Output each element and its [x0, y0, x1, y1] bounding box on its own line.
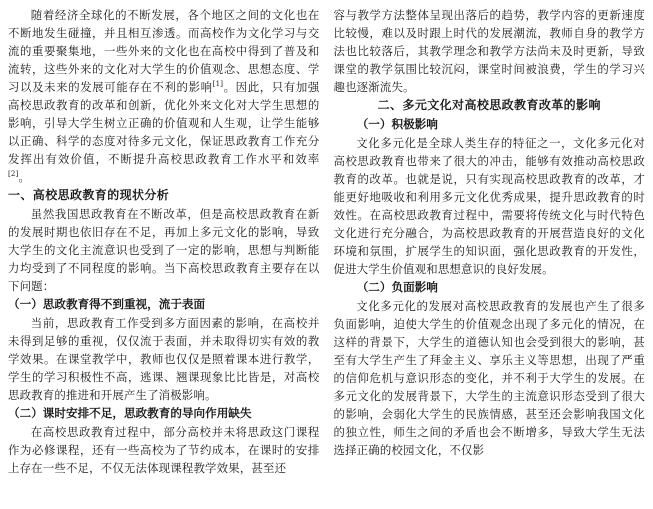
body-paragraph: [8, 314, 320, 404]
body-paragraph: [8, 423, 320, 477]
body-paragraph: [334, 6, 646, 96]
right-column: [334, 6, 646, 509]
subsection-heading: （一）思政教育得不到重视，流于表面: [8, 297, 206, 311]
body-paragraph: [334, 297, 646, 459]
subsection-heading: （一）积极影响: [356, 117, 438, 131]
section-heading: 一、高校思政教育的现状分析: [8, 188, 170, 202]
citation-marker: [1]: [212, 80, 224, 89]
paragraph-text: 。因此，只有加强高校思政教育的改革和创新，优化外来文化对大学生思想的影响，引导大学生树立正确的价值观和人生观，让学生能够以正确、科学的态度对待多元文化，保证思政教育工作充分发挥出有效价值，不断提升高校思政教育工作水平和效率: [8, 80, 320, 166]
paragraph-text: 虽然我国思政教育在不断改革，但是高校思政教育在新的发展时期也依旧存在不足，再加上多元文化的影响，导致大学生的文化主流意识也受到了一定的影响，思想与判断能力均受到了不同程度的影响。当下高校思政教育主要存在以下问题：: [8, 207, 320, 293]
paragraph-text: 。: [18, 170, 31, 184]
subsection-heading: （二）负面影响: [356, 280, 438, 294]
paragraph-text: 当前，思政教育工作受到多方面因素的影响，在高校并未得到足够的重视，仅仅流于表面，并未取得切实有效的教学效果。在课堂教学中，教师也仅仅是照着课本进行教学，学生的学习积极性不高，逃课、翘课现象比比皆是，对高校思政教育的推进和开展产生了消极影响。: [8, 316, 320, 402]
paragraph-text: 随着经济全球化的不断发展，各个地区之间的文化也在不断地发生碰撞，并且相互渗透。而高校作为文化学习与交流的重要聚集地，一些外来的文化也在高校中得到了普及和流转，这些外来的文化对大学生的价值观念、思想态度、学习以及未来的发展可能存在不利的影响: [8, 8, 320, 94]
subsection-heading: （二）课时安排不足，思政教育的导向作用缺失: [8, 406, 252, 420]
paragraph-text: 容与教学方法整体呈现出落后的趋势，教学内容的更新速度比较慢，难以及时跟上时代的发展潮流，教师自身的教学方法也比较落后，其教学理念和教学方法尚未及时更新，导致课堂的教学氛围比较沉闷，课堂时间被浪费，学生的学习兴趣也逐渐流失。: [333, 8, 645, 94]
body-paragraph: [334, 134, 646, 278]
citation-marker: [2]: [8, 170, 19, 179]
paragraph-text: 在高校思政教育过程中，部分高校并未将思政这门课程作为必修课程，还有一些高校为了节约成本，在课时的安排上存在一些不足，不仅无法体现课程教学效果，甚至还: [8, 425, 320, 475]
body-paragraph: [8, 205, 320, 295]
section-heading: 二、多元文化对高校思政教育改革的影响: [377, 98, 601, 112]
paragraph-text: 文化多元化是全球人类生存的特征之一，文化多元化对高校思政教育也带来了很大的冲击，能够有效推动高校思政教育的改革。也就是说，只有实现高校思政教育的改革，才能更好地吸收和利用多元文化优秀成果，提升思政教育的时效性。在高校思政教育过程中，需要将传统文化与时代特色文化进行充分融合，为高校思政教育的开展营造良好的文化环境和氛围，扩展学生的知识面，强化思政教育的开发性，促进大学生价值观和思想意识的良好发展。: [333, 136, 645, 276]
paragraph-text: 文化多元化的发展对高校思政教育的发展也产生了很多负面影响，迫使大学生的价值观念出现了多元化的情况，在这样的背景下，大学生的道德认知也会受到很大的影响，甚至有大学生产生了拜金主义、享乐主义等思想，出现了严重的信仰危机与意识形态的变化，并不利于大学生的发展。在多元文化的发展背景下，大学生的主流意识形态受到了很大的影响，会弱化大学生的民族情感，甚至还会影响我国文化的独立性，师生之间的矛盾也会不断增多，导致大学生无法选择正确的校园文化，不仅影: [333, 299, 645, 457]
body-paragraph: [8, 6, 320, 186]
left-column: [8, 6, 320, 509]
